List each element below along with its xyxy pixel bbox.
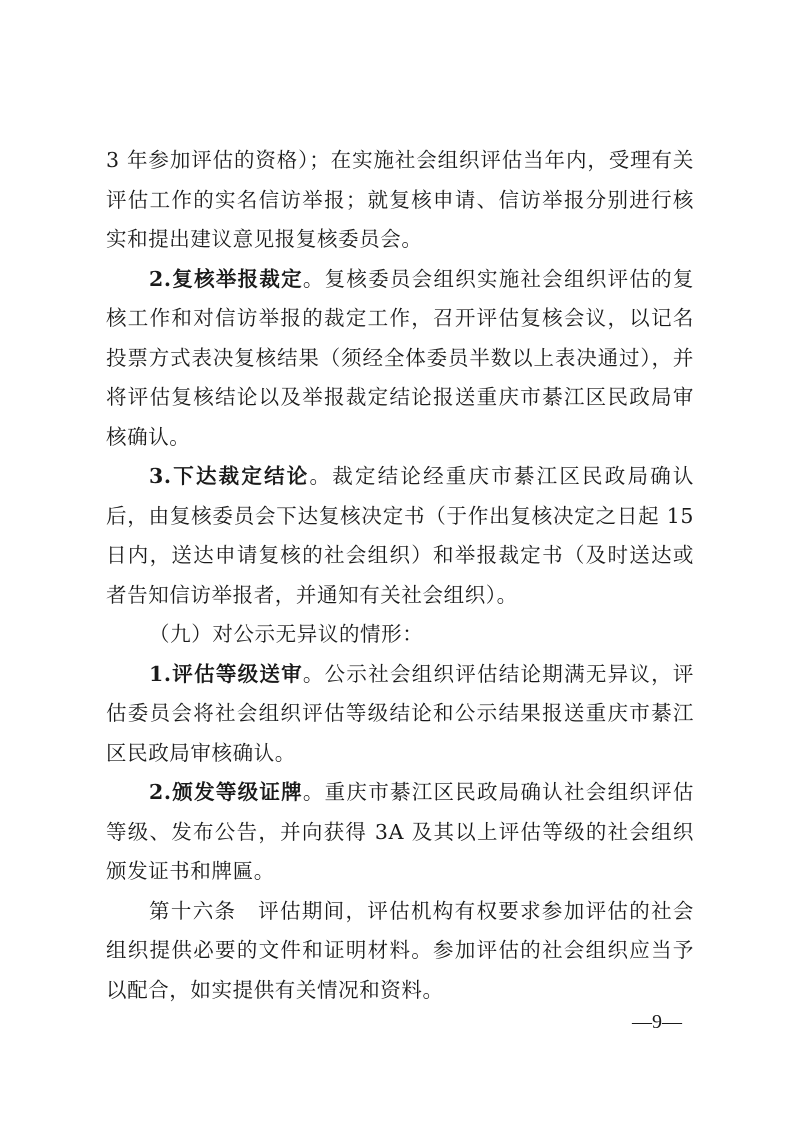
paragraph-review-ruling: [106, 260, 694, 458]
paragraph-issue-ruling: [106, 457, 694, 615]
paragraph-heading: 2.颁发等级证牌: [149, 780, 303, 804]
paragraph-heading: 1.评估等级送审: [149, 661, 303, 686]
paragraph-text: 第十六条 评估期间，评估机构有权要求参加评估的社会组织提供必要的文件和证明材料。参加评估的社会组织应当予以配合，如实提供有关情况和资料。: [106, 898, 694, 1002]
paragraph-text: 。裁定结论经重庆市綦江区民政局确认后，由复核委员会下达复核决定书（于作出复核决定之日起 15 日内，送达申请复核的社会组织）和举报裁定书（及时送达或者告知信访举报者，并通知有关社会组织）。: [106, 464, 695, 607]
paragraph-continuation: [106, 141, 694, 260]
article-sixteen: [106, 892, 694, 1011]
page-number: —9—: [632, 1011, 682, 1033]
paragraph-text: 3 年参加评估的资格）；在实施社会组织评估当年内，受理有关评估工作的实名信访举报；就复核申请、信访举报分别进行核实和提出建议意见报复核委员会。: [106, 148, 694, 251]
paragraph-heading: 3.下达裁定结论: [149, 464, 310, 488]
section-heading-no-objection: [106, 615, 694, 655]
paragraph-text: 。公示社会组织评估结论期满无异议，评估委员会将社会组织评估等级结论和公示结果报送重庆市綦江区民政局审核确认。: [106, 661, 694, 765]
paragraph-text: 。重庆市綦江区民政局确认社会组织评估等级、发布公告，并向获得 3A 及其以上评估等级的社会组织颁发证书和牌匾。: [106, 780, 694, 883]
paragraph-text: 。复核委员会组织实施社会组织评估的复核工作和对信访举报的裁定工作，召开评估复核会议，以记名投票方式表决复核结果（须经全体委员半数以上表决通过），并将评估复核结论以及举报裁定结论报送重庆市綦江区民政局审核确认。: [106, 266, 694, 449]
paragraph-issue-certificate: [106, 773, 694, 892]
paragraph-grade-submission: [106, 655, 694, 774]
body-text: [106, 141, 694, 1010]
paragraph-text: （九）对公示无异议的情形：: [149, 622, 424, 646]
paragraph-heading: 2.复核举报裁定: [149, 266, 303, 291]
